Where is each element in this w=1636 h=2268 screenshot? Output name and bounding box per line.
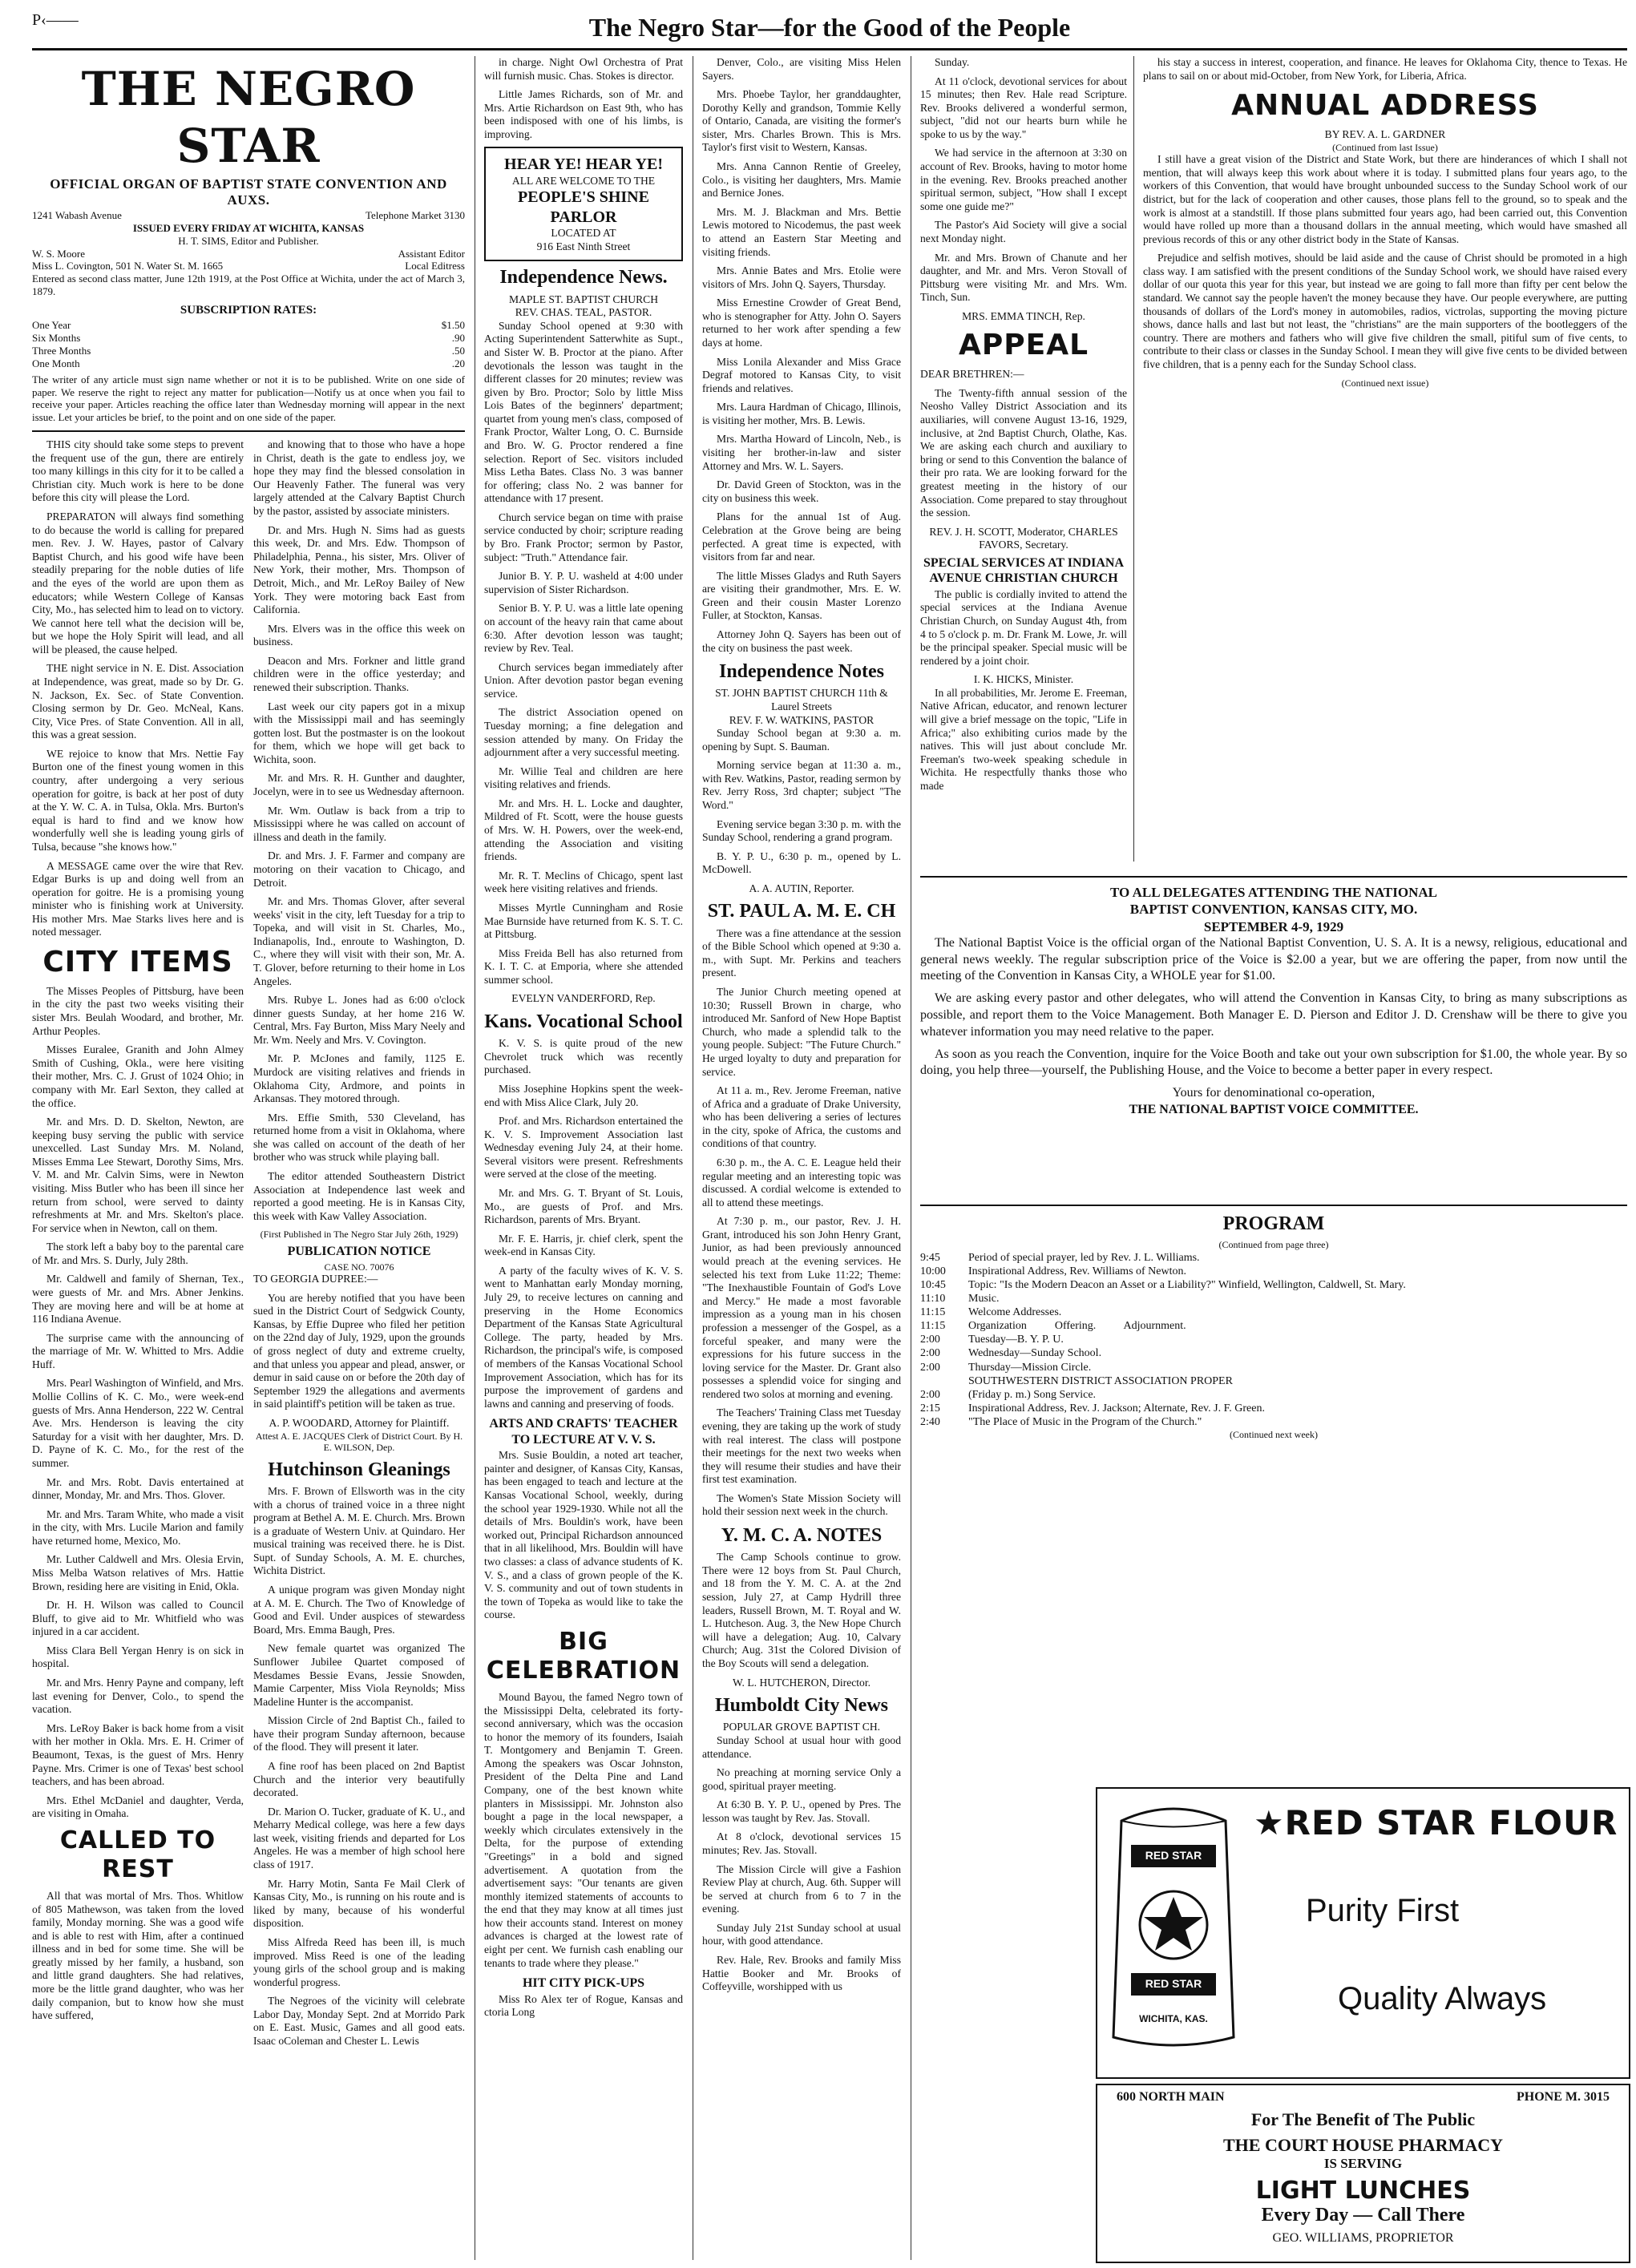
program-heading: PROGRAM <box>1222 1213 1325 1234</box>
paragraph: Dr. and Mrs. J. F. Farmer and company are motoring on their vacation to Chicago, and Detroit. <box>253 849 465 889</box>
rate-price: .90 <box>451 332 465 345</box>
paragraph: The National Baptist Voice is the official organ of the National Baptist Convention, U. S. A. It is a newsy, religious, educational and general news weekly. The regular subscription price of the Voice is $2.00 a year, but we are offering the paper, from now until the meeting of the Convention in Kansas City, a WHOLE year for $1.00. <box>920 935 1627 983</box>
paragraph: The Twenty-fifth annual session of the Neosho Valley District Association and its auxiliaries, will convene August 13-16, 1929, inclusive, at 2nd Baptist Church, Olathe, Kas. We are asking each church and auxiliary to bring or send to this Convention the balance of their pro rata. We are looking forward for the greatest meeting in the history of our Association. Come prepared to stay throughout the session. <box>920 386 1127 519</box>
paragraph: Mr. P. McJones and family, 1125 E. Murdock are visiting relatives and friends in Oklahoma City, Ardmore, and points in Arkansas. They motored through. <box>253 1052 465 1105</box>
paragraph: A fine roof has been placed on 2nd Baptist Church and the interior very beautifully decorated. <box>253 1760 465 1799</box>
rate-term: One Month <box>32 357 80 369</box>
special-services-heading: SPECIAL SERVICES AT INDIANA AVENUE CHRISTIAN CHURCH <box>923 555 1125 586</box>
program-time: 10:45 <box>920 1279 946 1292</box>
column-1 <box>32 56 465 2260</box>
paragraph: I still have a great vision of the District and State Work, but there are hinderances of which I shall not mention, that will always keep this work about where it is today. I submitted plans four years ago, to the workers of this Convention, that would have brought unbounded success to the Sunday School work of our district, but for the lack of cooperation and other causes, those plans fell to the ground, so to speak and the work is almost at a standstill. If those plans submitted four years ago, had been carried out, this Convention would have rolled up more than a thousand dollars in the annual meeting, which would have smashed all previous records of this or any other district body in the State of Kansas. <box>1143 153 1627 245</box>
program-row <box>920 1278 1627 1292</box>
public-notice-signature: A. P. WOODARD, Attorney for Plaintiff. <box>269 1416 450 1429</box>
paragraph: At 6:30 B. Y. P. U., opened by Pres. The lesson was taught by Rev. Jas. Stovall. <box>702 1798 901 1824</box>
list-item: The Misses Peoples of Pittsburg, have been in the city the past two weeks visiting their sister Mrs. Beulah Woodard, and brother, Mr. Arthur Peoples. <box>32 984 244 1037</box>
paragraph: The Pastor's Aid Society will give a social next Monday night. <box>920 219 1127 244</box>
pharmacy-signature: GEO. WILLIAMS, PROPRIETOR <box>1272 2231 1454 2245</box>
paragraph: Mission Circle of 2nd Baptist Ch., failed to have their program Sunday afternoon, because of the flood. They will present it later. <box>253 1714 465 1753</box>
program-row <box>920 1415 1627 1429</box>
paragraph: Sunday July 21st Sunday school at usual hour, with good attendance. <box>702 1921 901 1947</box>
staff-role: Assistant Editor <box>398 247 465 260</box>
masthead-title: THE NEGRO STAR <box>81 62 416 173</box>
paragraph: Sunday School began at 9:30 a. m. opening by Supt. S. Bauman. <box>702 727 901 753</box>
pharmacy-top <box>1097 2085 1629 2105</box>
list-item: Mr. and Mrs. D. D. Skelton, Newton, are keeping busy serving the public with service unexcelled. Last Sunday Mrs. M. Noland, Misses Emma Lee Stewart, Dorothy Sims, Mrs. V. M. and Mr. Calvin Sims, were in Newton visiting. Miss Butler who has been ill since her return from school, were served to dainty refreshments at Mr. and Mrs. Skelton's place. For service when in Newton, call on them. <box>32 1116 244 1234</box>
program-row <box>920 1333 1627 1346</box>
column-3 <box>702 56 901 2260</box>
paragraph: The Women's State Mission Society will hold their session next week in the church. <box>702 1491 901 1518</box>
paragraph: Mrs. Susie Bouldin, a noted art teacher, painter and designer, of Kansas City, Kansas, has been engaged to teach and lecture at the Kansas Vocational School, weekly, during the school year 1929-1930. While not all the details of Mrs. Bouldin's work, have been worked out, Principal Richardson announced that in all likelihood, Mrs. Bouldin will have two classes: a class of advance students of K. V. S., and a class of grown people of the K. V. S. community and out of town students in the town of Topeka as would like to take the course. <box>484 1449 683 1621</box>
director-signature: W. L. HUTCHERON, Director. <box>732 1676 871 1689</box>
pharmacy-phone: PHONE M. 3015 <box>1517 2090 1610 2104</box>
pharmacy-big: LIGHT LUNCHES <box>1255 2177 1471 2205</box>
program-time: 11:10 <box>920 1293 946 1306</box>
staff-role: Local Editress <box>405 260 465 272</box>
paragraph: At 8 o'clock, devotional services 15 minutes; Rev. Jas. Stovall. <box>702 1830 901 1856</box>
program-time: 9:45 <box>920 1251 940 1264</box>
program-time <box>920 1374 962 1388</box>
paragraph: his stay a success in interest, cooperation, and finance. He leaves for Oklahoma City, thence to Texas. He plans to sail on or about mid-October, from New York, for Liberia, Africa. <box>1143 56 1627 82</box>
paragraph: The district Association opened on Tuesday morning; a fine delegation and session attended by many. On Friday the adjournment after a very successful meeting. <box>484 706 683 759</box>
flour-title-text: RED STAR FLOUR <box>1284 1803 1618 1842</box>
public-notice-body: You are hereby notified that you have been sued in the District Court of Sedgwick County, Kansas, by Effie Dupree who filed her petition on the 22nd day of July, 1929, upon the grounds of gross neglect of duty and extreme cruelty, and that unless you appear and plead, answer, or demur in said cause on or before the 20th day of September 1929 the allegations and averments in said plaintiff's petition will be taken as true. <box>253 1291 465 1410</box>
column-1-body <box>32 438 465 2053</box>
delegates-title-1: TO ALL DELEGATES ATTENDING THE NATIONAL <box>1110 885 1437 900</box>
reporter-signature: EVELYN VANDERFORD, Rep. <box>511 992 656 1005</box>
paragraph: At 11 o'clock, devotional services for about 15 minutes; then Rev. Hale read Scripture. Rev. Brooks delivered a wonderful sermon, subject, "did not our hearts burn while he spoke to us by the way." <box>920 75 1127 140</box>
paragraph: A MESSAGE came over the wire that Rev. Edgar Burks is up and doing well from an operation for goitre. He is a promising young minister who is finishing work at University. His mother Mrs. Mae Starks lives here and is noted messager. <box>32 859 244 938</box>
paragraph: Mrs. F. Brown of Ellsworth was in the city with a chorus of trained voice in a three night program at Bethel A. M. E. Church. Mrs. Brown is a graduate of Western Univ. at Quindaro. Her musical training was received there. he is Dist. Supt. of Sunday Schools, A. M. E. churches, Wichita District. <box>253 1485 465 1577</box>
pharmacy-line-2: THE COURT HOUSE PHARMACY <box>1222 2135 1503 2155</box>
divider <box>920 876 1627 878</box>
public-notice-case: CASE NO. 70076 <box>324 1261 394 1273</box>
masthead-info <box>32 209 465 424</box>
program <box>920 1198 1627 1495</box>
program-time: 2:00 <box>920 1334 940 1346</box>
paragraph: Church services began immediately after Union. After devotion pastor began evening service. <box>484 660 683 700</box>
paragraph: Sunday School at usual hour with good attendance. <box>702 1733 901 1760</box>
paragraph: Mr. and Mrs. G. T. Bryant of St. Louis, Mo., are guests of Prof. and Mrs. Richardson, parents of Mrs. Bryant. <box>484 1187 683 1226</box>
column-1b <box>253 438 465 2053</box>
located: LOCATED AT <box>551 227 616 240</box>
paragraph: Prejudice and selfish motives, should be laid aside and the cause of Christ should be promoted in a high class way. I am satisfied with the present conditions of the Sunday School work, we should have raised every dollar of our quota this year for this year, but instead we are going to fall more than fifty per cent below the standard. We cannot say the people haven't the money because they have. Our people everywhere, are putting thousands of dollars of the Lord's money in automobiles, radios, victrolas, supporting the moving picture shows, dance halls and last but not least, the "christians" are the main supporters of the bootleggers of the country. There are mothers and fathers who will give five children the small, pitiful sum of five cents, to contribute to their class or classes in the Sunday School. I mean they will give five cents to be divided between five children, that is a penny each for the Sunday School class. <box>1143 252 1627 370</box>
paragraph: The public is cordially invited to attend the special services at the Indiana Avenue Christian Church, on Sunday August 4th, from 4 to 5 o'clock p. m. Dr. Frank M. Lowe, Jr. will be the principal speaker. Special music will be rendered by a joint choir. <box>920 587 1127 667</box>
paragraph: Sunday. <box>935 56 970 68</box>
paragraph: Little James Richards, son of Mr. and Mrs. Artie Richardson on East 9th, who has been indisposed with one of his limbs, is improving. <box>484 88 683 140</box>
paragraph: Evening service began 3:30 p. m. with the Sunday School, rendering a grand program. <box>702 817 901 844</box>
minister-signature: I. K. HICKS, Minister. <box>973 673 1074 686</box>
paragraph: and knowing that to those who have a hope in Christ, death is the gate to endless joy, we hope they may find the blessed consolation in Our Heavenly Father. The funeral was very largely attended at the Calvary Baptist Church by the pastor, assisted by associate ministers. <box>253 438 465 518</box>
masthead-editor: H. T. SIMS, Editor and Publisher. <box>178 234 319 247</box>
paragraph: Mr. Harry Motin, Santa Fe Mail Clerk of Kansas City, Mo., is running on his route and is liked by many, because of his wonderful disposition. <box>253 1877 465 1930</box>
annual-address-continued: (Continued from last Issue) <box>1332 141 1438 153</box>
paragraph: Miss Lonila Alexander and Miss Grace Degraf motored to Kansas City, to visit friends and relatives. <box>702 355 901 394</box>
subscription-table <box>32 319 465 369</box>
pharmacy-line-3: IS SERVING <box>1323 2156 1403 2171</box>
welcome: ALL ARE WELCOME TO THE <box>511 174 656 187</box>
masthead-official: OFFICIAL ORGAN OF BAPTIST STATE CONVENTION AND AUXS. <box>50 176 447 208</box>
column-rule <box>1133 56 1134 862</box>
paragraph: There was a fine attendance at the session of the Bible School which opened at 9:30 a. m., with Supt. Mr. Perkins and teachers present. <box>702 926 901 979</box>
church-name: POPULAR GROVE BAPTIST CH. <box>722 1721 881 1733</box>
program-row <box>920 1251 1627 1265</box>
paragraph: Prof. and Mrs. Richardson entertained the K. V. S. Improvement Association last Wednesday evening July 24, at their home. Several visitors were present. Refreshments were served at the close of the meeting. <box>484 1115 683 1180</box>
program-row <box>920 1402 1627 1415</box>
list-item: Dr. H. H. Wilson was called to Council Bluff, to give aid to Mr. Whitfield who was injured in a car accident. <box>32 1599 244 1638</box>
delegates-notice <box>920 870 1627 1190</box>
flour-slogan-2: Quality Always <box>1338 1981 1547 2016</box>
program-time: 11:15 <box>920 1306 946 1319</box>
flour-title <box>1254 1803 1618 1842</box>
masthead-notice: The writer of any article must sign name whether or not it is to be published. Write on one side of paper. We reserve the right to reject any matter for publication—Notify us at once when you fail to receive your paper. Articles reaching the office later than Wednesday morning will appear in the next issue. Let your articles be brief, to the point and on one side of the paper. <box>32 373 465 424</box>
divider <box>920 1205 1627 1206</box>
city-pickups-heading: HIT CITY PICK-UPS <box>522 1976 645 1991</box>
divider <box>32 430 465 432</box>
pharmacy-address: 600 NORTH MAIN <box>1117 2090 1225 2104</box>
rate-price: .20 <box>451 357 465 369</box>
program-item: Topic: "Is the Modern Deacon an Asset or a Liability?" Winfield, Wellington, Caldwell, St. Mary. <box>968 1279 1406 1292</box>
list-item: Mr. and Mrs. Robt. Davis entertained at dinner, Monday, Mr. and Mrs. Thos. Glover. <box>32 1475 244 1502</box>
paragraph: At 11 a. m., Rev. Jerome Freeman, native of Africa and a graduate of Drake University, who has been delivering a series of lectures in the city, spoke of Africa, the customs and conditions of that country. <box>702 1084 901 1150</box>
paragraph: The Teachers' Training Class met Tuesday evening, they are taking up the work of study with real interest. The class will postpone their meetings for the next two weeks when they will resume their studies and have their first test examination. <box>702 1406 901 1486</box>
paragraph: Mrs. M. J. Blackman and Mrs. Bettie Lewis motored to Nicodemus, the past week to attend an Eastern Star Meeting and visiting friends. <box>702 205 901 258</box>
program-continued: (Continued from page three) <box>1218 1239 1329 1251</box>
paragraph: All that was mortal of Mrs. Thos. Whitlow of 805 Mathewson, was taken from the loved family, Monday morning. She was a good wife and is able to rest with Him, after a continued illness and in bed for some time. She will be greatly missed by her family, a husband, son and little grand daughters. She had relatives, more be the little grand daughter, who was her daily companion, but to know how she must have suffered, <box>32 1890 244 2022</box>
paragraph: Miss Ro Alex ter of Rogue, Kansas and ctoria Long <box>484 1992 683 2019</box>
paragraph: The Mission Circle will give a Fashion Review Play at church, Aug. 6th. Supper will be served at church from 6 to 7 in the evening. <box>702 1862 901 1915</box>
program-row <box>920 1319 1627 1333</box>
bag-label-mid: RED STAR <box>1145 1977 1202 1990</box>
paragraph: Plans for the annual 1st of Aug. Celebration at the Grove being are being perfected. A great time is expected, with visitors from far and near. <box>702 511 901 563</box>
paragraph: Mr. Wm. Outlaw is back from a trip to Mississippi where he was called on account of illness and death in the family. <box>253 804 465 843</box>
paragraph: Mr. R. T. Meclins of Chicago, spent last week here visiting relatives and friends. <box>484 869 683 895</box>
bag-label-bottom: WICHITA, KAS. <box>1139 2013 1208 2024</box>
program-item: Welcome Addresses. <box>968 1306 1062 1319</box>
rate-price: $1.50 <box>441 319 465 332</box>
program-item: SOUTHWESTERN DISTRICT ASSOCIATION PROPER <box>968 1374 1233 1387</box>
list-item: Misses Euralee, Granith and John Almey Smith of Cushing, Okla., were here visiting their mother, Mrs. C. J. Grust of 1024 Ohio; in company with Mr. Earl Sexton, they called at the office. <box>32 1043 244 1109</box>
bag-label-top: RED STAR <box>1145 1849 1202 1862</box>
paragraph: WE rejoice to know that Mrs. Nettie Fay Burton one of the finest young women in this country, after undergoing a very serious operation for goitre, is back at her post of duty at the Y. W. C. A. in Tulsa, Okla. Mrs. Burton's equal is hard to find and we know how wonderfully well she is leading young girls of Tulsa, because "she knows how." <box>32 747 244 853</box>
subscription-title: SUBSCRIPTION RATES: <box>180 303 317 317</box>
reporter-signature: MRS. EMMA TINCH, Rep. <box>962 309 1085 322</box>
column-2 <box>484 56 683 2260</box>
paragraph: Mr. and Mrs. R. H. Gunther and daughter, Jocelyn, were in to see us Wednesday afternoon. <box>253 772 465 798</box>
rate-term: Three Months <box>32 345 91 357</box>
paragraph: At 7:30 p. m., our pastor, Rev. J. H. Grant, introduced his son John Henry Grant, Junior, as had been previously announced would preach at the evening services. He selected his text from Luke 11:22; Theme: "The Inexhaustible Fountain of God's Love and Mercy." He made a most favorable impression as a young man in his chosen profession a messenger of the Gospel, as a forceful speaker, and many were the expressions for his future success in the loving service for the Master. Dr. Grant also possesses a splendid voice for singing and rendered two solos at morning and evening. <box>702 1215 901 1400</box>
program-row <box>920 1265 1627 1278</box>
star-icon: ★ <box>1254 1803 1285 1842</box>
paragraph: Mr. F. E. Harris, jr. chief clerk, spent the week-end in Kansas City. <box>484 1232 683 1258</box>
pastor-name: REV. F. W. WATKINS, PASTOR <box>729 713 875 726</box>
list-item: Mrs. LeRoy Baker is back home from a visit with her mother in Okla. Mrs. E. H. Crimer of Beaumont, Texas, is the guest of Mrs. Henry Payne. Mrs. Crimer is one of Texas' best school teachers, and has been abroad. <box>32 1721 244 1788</box>
paragraph: Miss Alfreda Reed has been ill, is much improved. Miss Reed is one of the leading young girls of the school group and is making wonderful progress. <box>253 1935 465 1988</box>
paragraph: The Camp Schools continue to grow. There were 12 boys from St. Paul Church, and 18 from the Y. M. C. A. at the 2nd session, July 27, at Camp Hydrill three leaders, Russell Brown, M. T. Royal and W. L. Hutcheson. Aug. 3, the New Hope Church will have a delegation; Aug. 10, Calvary Church; Aug. 31st the Colored Division of the Boy Scouts will send a delegation. <box>702 1551 901 1669</box>
paragraph: Denver, Colo., are visiting Miss Helen Sayers. <box>702 56 901 82</box>
ymca-heading: Y. M. C. A. NOTES <box>721 1525 883 1547</box>
list-item: Mr. Caldwell and family of Shernan, Tex., were guests of Mr. and Mrs. Abner Jenkins. They are moving here and will be at home at 116 Indiana Avenue. <box>32 1273 244 1326</box>
paragraph: In all probabilities, Mr. Jerome E. Freeman, Native African, educator, and renown lecturer will give a brief message on the topic, "Life in Africa;" also exhibiting curios made by the natives. This will just about conclude Mr. Freeman's two-week speaking schedule in Wichita. He respectfully thanks those who made <box>920 686 1127 792</box>
paragraph: Misses Myrtle Cunningham and Rosie Mae Burnside have returned from K. S. T. C. at Pittsburg. <box>484 901 683 941</box>
paragraph: Dr. Marion O. Tucker, graduate of K. U., and Meharry Medical college, was here a few days last week, visiting friends and departed for Los Angeles. He was a member of high school here class of 1917. <box>253 1805 465 1871</box>
running-head-title: The Negro Star—for the Good of the People <box>588 13 1071 42</box>
paragraph: Mr. and Mrs. Brown of Chanute and her daughter, and Mr. and Mrs. Veron Stovall of Pittsburg were visiting Mr. and Mrs. Wm. Tinch, Sun. <box>920 251 1127 304</box>
paragraph: A unique program was given Monday night at A. M. E. Church. The Two of Knowledge of Good and Evil. Under auspices of stewardess Board, Mrs. Emma Baugh, Pres. <box>253 1584 465 1636</box>
program-item: Wednesday—Sunday School. <box>968 1347 1102 1360</box>
paragraph: Church service began on time with praise service conducted by choir; scripture reading by Bro. Frank Proctor; sermon by Pastor, subject: "Truth." Attendance fair. <box>484 511 683 563</box>
program-time: 10:00 <box>920 1265 946 1277</box>
list-item: The stork left a baby boy to the parental care of Mr. and Mrs. S. Durly, July 28th. <box>32 1241 244 1266</box>
column-4 <box>920 56 1127 862</box>
paragraph: Mrs. Annie Bates and Mrs. Etolie were visitors of Mrs. John Q. Sayers, Thursday. <box>702 264 901 290</box>
program-time: 11:15 <box>920 1320 946 1333</box>
table-row <box>32 345 465 357</box>
paragraph: Mrs. Rubye L. Jones had as 6:00 o'clock dinner guests Sunday, at her home 216 W. Central, Mrs. Fay Burton, Miss Mary Neely and Mr. Wm. Neely and Mrs. V. Covington. <box>253 994 465 1046</box>
paragraph: Sunday School opened at 9:30 with Acting Superintendent Satterwhite as Supt., and Sister W. B. Proctor at the piano. After devotionals the lesson was taught in the different classes for 20 minutes; review was given by Bro. Proctor; Solo by little Miss Lois Bates of the beginners' department; quartet from young men's class, composed of Frank Proctor, Walter Long, O. C. Burnside and Bro. W. G. Proctor rendered a fine selection. Report of Sec. visitors included Miss Letha Bates. Class No. 3 was banner for offering; class No. 2 was banner for attendance with 17 present. <box>484 319 683 505</box>
st-paul-heading: ST. PAUL A. M. E. CH <box>707 901 896 922</box>
called-to-rest-heading: CALLED TO REST <box>59 1826 216 1884</box>
staff-name: Miss L. Covington, 501 N. Water St. M. 1665 <box>32 260 224 272</box>
masthead-entered: Entered as second class matter, June 12th 1919, at the Post Office at Wichita, under the act of March 3, 1879. <box>32 272 465 298</box>
annual-address-next: (Continued next issue) <box>1341 377 1429 389</box>
program-item: Inspirational Address, Rev. Williams of Newton. <box>968 1265 1187 1277</box>
paragraph: The editor attended Southeastern District Association at Independence last week and reported a good meeting. He is in Kansas City, this week with Kaw Valley Association. <box>253 1170 465 1222</box>
paragraph: Last week our city papers got in a mixup with the Mississippi mail and has seemingly gotten lost. But the postmaster is on the lookout for them, which we hope will get back to Wichita, soon. <box>253 700 465 765</box>
paragraph: THE night service in N. E. Dist. Association at Independence, was great, made so by Dr. G. N. Jackson, Ex. Sec. of State Convention. Closing sermon by Dr. Geo. McNeal, Kans. City, Vice Pres. of State Convention. All in all, this was a great session. <box>32 662 244 741</box>
table-row <box>32 357 465 370</box>
reporter-signature: A. A. AUTIN, Reporter. <box>749 882 854 894</box>
paragraph: Attorney John Q. Sayers has been out of the city on business the past week. <box>702 628 901 654</box>
public-notice-to: TO GEORGIA DUPREE:— <box>253 1273 378 1285</box>
appeal-signature: REV. J. H. SCOTT, Moderator, CHARLES FAVORS, Secretary. <box>929 525 1118 551</box>
paragraph: Mound Bayou, the famed Negro town of the Mississippi Delta, celebrated its forty-second anniversary, which was the occasion to honor the memory of its founders, Isaiah T. Montgomery and Benjamin T. Green. Among the speakers was Oscar Johnston, President of the Delta Pine and Land Company, one of the best known white planters in Mississippi. Mr. Johnston also bought a page in the local newspaper, a weekly which circulates extensively in the Delta, for the purpose of extending "Greetings" in a bold and signed advertisement. A quotation from the advertisement says: "Our tenants are given monthly itemized statements of accounts to the end that they may know at all times just how their accounts stand. Interest on money advances is charged at the lowest rate of eight per cent. We furnish cash enabling our tenants to trade where they please." <box>484 1691 683 1969</box>
annual-address-author: BY REV. A. L. GARDNER <box>1324 128 1446 141</box>
paragraph: No preaching at morning service Only a good, spiritual prayer meeting. <box>702 1766 901 1792</box>
church-name: ST. JOHN BAPTIST CHURCH 11th & Laurel Streets <box>715 687 888 712</box>
program-time: 2:15 <box>920 1402 940 1414</box>
paragraph: K. V. S. is quite proud of the new Chevrolet truck which was recently purchased. <box>484 1037 683 1076</box>
paragraph: Miss Ernestine Crowder of Great Bend, who is stenographer for Atty. John O. Sayers returned to her work after spending a few days at home. <box>702 297 901 349</box>
paragraph: We had service in the afternoon at 3:30 on account of Rev. Brooks, having to motor home in the evening. Rev. Brooks preached another spiritual sermon, subject, "How shall I except some one guide me?" <box>920 147 1127 212</box>
kans-vocational-heading: Kans. Vocational School <box>484 1011 683 1032</box>
column-1a <box>32 438 244 2053</box>
column-5 <box>1143 56 1627 862</box>
big-celebration-heading: BIG CELEBRATION <box>486 1627 681 1685</box>
red-star-flour-ad <box>1096 1787 1630 2079</box>
paragraph: Mrs. Martha Howard of Lincoln, Neb., is visiting her brother-in-law and sister Attorney and Mrs. W. L. Sayers. <box>702 433 901 472</box>
program-row <box>920 1292 1627 1306</box>
hear-ye: HEAR YE! HEAR YE! <box>504 155 663 174</box>
pharmacy-ad <box>1096 2084 1630 2263</box>
annual-address-heading: ANNUAL ADDRESS <box>1231 89 1539 123</box>
list-item: Mrs. Ethel McDaniel and daughter, Verda, are visiting in Omaha. <box>32 1794 244 1820</box>
delegates-close: Yours for denominational co-operation, <box>1172 1086 1375 1100</box>
paragraph: Rev. Hale, Rev. Brooks and family Miss Hattie Booker and Mr. Brooks of Coffeyville, worshipped with us <box>702 1954 901 1993</box>
independence-notes-heading: Independence Notes <box>718 661 884 683</box>
paragraph: Junior B. Y. P. U. washeld at 4:00 under supervision of Sister Richardson. <box>484 570 683 595</box>
list-item: Miss Clara Bell Yergan Henry is on sick in hospital. <box>32 1644 244 1670</box>
masthead-issued: ISSUED EVERY FRIDAY AT WICHITA, KANSAS <box>132 221 365 234</box>
program-item: Inspirational Address, Rev. J. Jackson; Alternate, Rev. J. F. Green. <box>968 1402 1265 1414</box>
newspaper-page <box>32 8 1627 2260</box>
paragraph: Mr. and Mrs. H. L. Locke and daughter, Mildred of Ft. Scott, were the house guests of Mrs. W. H. Powers, over the week-end, attending the Association and visiting friends. <box>484 797 683 863</box>
table-row <box>32 319 465 332</box>
paragraph: Morning service began at 11:30 a. m., with Rev. Watkins, Pastor, reading sermon by Rev. Jerry Ross, 3rd chapter; subject "The Word." <box>702 759 901 812</box>
parlor-address: 916 East Ninth Street <box>536 240 631 252</box>
program-row <box>920 1346 1627 1360</box>
paragraph: PREPARATON will always find something to do because the world is calling for prepared men. Rev. J. W. Hayes, pastor of Calvary Baptist Church, and his good wife have been steadily preparing for the noble duties of life and the eyes of the world are upon them as educators; while Western College of Kansas City, Mo., has selected him to lead on to victory. We cannot here tell what the decision will be, but we hope the Holy Spirit will lead, and all will be pleased, the cause helped. <box>32 511 244 656</box>
program-item: (Friday p. m.) Song Service. <box>968 1388 1097 1401</box>
paragraph: Mrs. Elvers was in the office this week on business. <box>253 622 465 648</box>
humboldt-heading: Humboldt City News <box>714 1695 888 1717</box>
city-items-heading: CITY ITEMS <box>42 945 233 979</box>
paragraph: The little Misses Gladys and Ruth Sayers are visiting their grandmother, Mrs. E. W. Green and their cousin Master Lorenzo Fuller, at Stockton, Kansas. <box>702 569 901 622</box>
paragraph: Mrs. Laura Hardman of Chicago, Illinois, is visiting her mother, Mrs. B. Lewis. <box>702 401 901 426</box>
paragraph: The Negroes of the vicinity will celebrate Labor Day, Monday Sept. 2nd at Morrido Park on E. East. Music, Games and all good eats. Isaac oColeman and Chester L. Lewis <box>253 1995 465 2047</box>
paragraph: Mr. and Mrs. Thomas Glover, after several weeks' visit in the city, left Tuesday for a trip to Topeka, and will visit in St. Charles, Mo., Indianapolis, Ind., enroute to Washington, D. C., where they will visit with their son, Mr. A. T. Glover, before returning to their home in Los Angeles. <box>253 895 465 987</box>
paragraph: The Junior Church meeting opened at 10:30; Russell Brown in charge, who introduced Mr. Sanford of New Hope Baptist Church, who made a splendid talk to the young people. Subject: "The Future Church." He urged loyalty to duty and preparation for service. <box>702 986 901 1078</box>
delegates-date: SEPTEMBER 4-9, 1929 <box>1203 918 1344 934</box>
program-item: Thursday—Mission Circle. <box>968 1361 1092 1374</box>
masthead-telephone: Telephone Market 3130 <box>366 208 465 221</box>
paragraph: Deacon and Mrs. Forkner and little grand children were in the office yesterday; and renewed their subscription. Thanks. <box>253 654 465 693</box>
paragraph: Miss Josephine Hopkins spent the week-end with Miss Alice Clark, July 20. <box>484 1082 683 1108</box>
paragraph: We are asking every pastor and other delegates, who will attend the Convention in Kansas City, to bring as many subscriptions as possible, and report them to the Voice Management. Both Manager E. D. Pierson and Editor J. D. Crenshaw will be there to give you whatever information you may need relative to the paper. <box>920 991 1627 1039</box>
public-notice-attest: Attest A. E. JACQUES Clerk of District Court. By H. E. WILSON, Dep. <box>255 1430 463 1454</box>
public-notice-title: PUBLICATION NOTICE <box>287 1245 431 1258</box>
pharmacy-mid: Every Day — Call There <box>1261 2205 1465 2226</box>
hutchinson-heading: Hutchinson Gleanings <box>268 1459 450 1480</box>
paragraph: Senior B. Y. P. U. was a little late opening on account of the heavy rain that came about 6:30. After devotion lesson was taught; review by Rev. Teal. <box>484 602 683 655</box>
program-item: Organization Offering. Adjournment. <box>968 1320 1186 1333</box>
paragraph: Mrs. Effie Smith, 530 Cleveland, has returned home from a visit in Oklahoma, where she was called on account of the death of her brother who was struck while playing ball. <box>253 1111 465 1164</box>
pharmacy-line-1: For The Benefit of The Public <box>1250 2109 1476 2129</box>
program-item: Period of special prayer, led by Rev. J. L. Williams. <box>968 1251 1200 1264</box>
masthead-address: 1241 Wabash Avenue <box>32 208 122 221</box>
paragraph: 6:30 p. m., the A. C. E. League held their regular meeting and an interesting topic was discussed. A cordial welcome is extended to all to attend these meetings. <box>702 1156 901 1209</box>
list-item: Mr. Luther Caldwell and Mrs. Olesia Ervin, Miss Melba Watson relatives of Mrs. Hattie Brown, residing here are visiting in Enid, Okla. <box>32 1553 244 1592</box>
list-item: Mr. and Mrs. Henry Payne and company, left last evening for Denver, Colo., to spend the vacation. <box>32 1677 244 1716</box>
paragraph: A party of the faculty wives of K. V. S. went to Manhattan early Monday morning, July 29, to receive lectures on canning and preserving in the Home Economics Department of the Kansas State Agricultural College. The party, headed by Mrs. Richardson, the principal's wife, is composed of members of the Kansas Vocational School Improvement Association, which has for its purpose the improvement of gardens and lawns and canning and preserving of foods. <box>484 1264 683 1410</box>
program-time: 2:00 <box>920 1388 940 1401</box>
paragraph: Dr. David Green of Stockton, was in the city on business this week. <box>702 478 901 504</box>
paragraph: Miss Freida Bell has also returned from K. I. T. C. at Emporia, where she attended summer school. <box>484 946 683 986</box>
program-item: Tuesday—B. Y. P. U. <box>968 1334 1064 1346</box>
rate-price: .50 <box>451 345 465 357</box>
running-head <box>32 8 1627 50</box>
program-item: Music. <box>968 1293 1000 1306</box>
program-time: 2:40 <box>920 1415 940 1428</box>
program-item: "The Place of Music in the Program of the Church." <box>968 1415 1202 1428</box>
paragraph: in charge. Night Owl Orchestra of Prat will furnish music. Chas. Stokes is director. <box>484 56 683 82</box>
arts-crafts-heading: ARTS AND CRAFTS' TEACHER TO LECTURE AT V. V. S. <box>489 1417 678 1447</box>
table-row <box>32 332 465 345</box>
program-row <box>920 1388 1627 1402</box>
shine-parlor-ad <box>484 147 683 261</box>
list-item: Mrs. Pearl Washington of Winfield, and Mrs. Mollie Collins of K. C. Mo., were week-end guests of Mrs. Anna Henderson, 222 W. Central Ave. Mrs. Henderson is leaving the city Saturday for a visit with her daughter, Mrs. D. D. Payne of K. C. Mo., for the rest of the summer. <box>32 1377 244 1469</box>
paragraph: New female quartet was organized The Sunflower Jubilee Quartet composed of Mesdames Bessie Evans, Jessie Snowden, Mamie Carpenter, Miss Viola Reynolds; Miss Madeline Hunter is the accompanist. <box>253 1642 465 1708</box>
staff-name: W. S. Moore <box>32 247 85 260</box>
program-row <box>920 1306 1627 1319</box>
flour-slogan-1: Purity First <box>1306 1893 1460 1928</box>
appeal-heading: APPEAL <box>958 329 1089 362</box>
paragraph: B. Y. P. U., 6:30 p. m., opened by L. McDowell. <box>702 849 901 876</box>
rate-term: One Year <box>32 319 71 332</box>
independence-news-heading: Independence News. <box>499 267 668 289</box>
program-next: (Continued next week) <box>1230 1428 1318 1440</box>
rate-term: Six Months <box>32 332 81 345</box>
appeal-salute: DEAR BRETHREN:— <box>920 368 1024 381</box>
parlor-name: PEOPLE'S SHINE PARLOR <box>518 188 649 226</box>
paragraph: As soon as you reach the Convention, inquire for the Voice Booth and take out your own subscription for $1.00, the whole year. By so doing, you help three—yourself, the Publishing House, and the Voice to become a better paper in every respect. <box>920 1047 1627 1078</box>
program-time: 2:00 <box>920 1361 940 1374</box>
paragraph: Mrs. Anna Cannon Rentie of Greeley, Colo., is visiting her daughters, Mrs. Mamie and Bernice Jones. <box>702 160 901 200</box>
list-item: The surprise came with the announcing of the marriage of Mr. W. Whitted to Mrs. Addie Huff. <box>32 1331 244 1370</box>
program-row <box>920 1374 1627 1388</box>
paragraph: Dr. and Mrs. Hugh N. Sims had as guests this week, Dr. and Mrs. Edw. Thompson of Philadelphia, Penna., his sister, Mrs. Oliver of New York, their mother, Mrs. Thompson of Detroit, Mich., and Mr. LeRoy Bailey of New York. They were motoring back East from California. <box>253 523 465 616</box>
delegates-signature: THE NATIONAL BAPTIST VOICE COMMITTEE. <box>1129 1102 1419 1116</box>
program-time: 2:00 <box>920 1347 940 1360</box>
paragraph: THIS city should take some steps to prevent the frequent use of the gun, there are entirely too many killings in this city for it to be called a Christian city. Much work is here to be done before this city will please the Lord. <box>32 438 244 504</box>
paragraph: Mr. Willie Teal and children are here visiting relatives and friends. <box>484 765 683 791</box>
corner-mark: P‹—— <box>32 11 79 29</box>
list-item: Mr. and Mrs. Taram White, who made a visit in the city, with Mrs. Lucile Marion and family have returned home, Mexico, Mo. <box>32 1507 244 1547</box>
program-row <box>920 1361 1627 1374</box>
delegates-title-2: BAPTIST CONVENTION, KANSAS CITY, MO. <box>1129 902 1418 918</box>
church-name: MAPLE ST. BAPTIST CHURCH <box>508 293 659 305</box>
public-notice-header: (First Published in The Negro Star July 26th, 1929) <box>260 1229 458 1241</box>
paragraph: Mrs. Phoebe Taylor, her granddaughter, Dorothy Kelly and grandson, Tommie Kelly of Ontario, Canada, are visiting the former's sister, Mrs. Charles Brown. This is Mrs. Taylor's first visit to Western, Kansas. <box>702 88 901 154</box>
pastor-name: REV. CHAS. TEAL, PASTOR. <box>515 306 652 319</box>
